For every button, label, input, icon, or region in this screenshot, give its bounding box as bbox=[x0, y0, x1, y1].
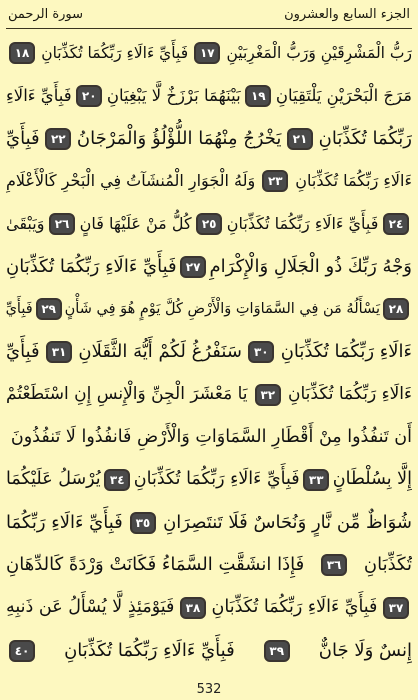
ayah-marker: ٣٩ bbox=[264, 640, 290, 662]
text-line bbox=[6, 75, 412, 118]
ayah-marker: ٣٦ bbox=[321, 554, 347, 576]
ayah-marker: ١٩ bbox=[245, 85, 271, 107]
verse-text: فَبِأَيِّ ءَالَاءِ رَبِّكُمَا bbox=[6, 511, 123, 533]
text-line bbox=[6, 288, 412, 331]
text-line bbox=[6, 117, 412, 160]
verse-text: وَيَبْقَىٰ bbox=[6, 214, 45, 234]
verse-text: يُرْسَلُ عَلَيْكُمَا bbox=[6, 469, 101, 490]
verse-text: فَبِأَيِّ ءَالَاءِ bbox=[6, 85, 72, 105]
ayah-marker: ٢٨ bbox=[383, 298, 409, 320]
text-line bbox=[6, 629, 412, 672]
verse-text: بَيْنَهُمَا بَرْزَخٌ لَّا يَبْغِيَانِ bbox=[106, 85, 241, 105]
ayah-marker: ٢٥ bbox=[196, 213, 222, 235]
verse-text: تُكَذِّبَانِ bbox=[363, 554, 412, 576]
ayah-marker: ٣٣ bbox=[303, 469, 329, 491]
text-line bbox=[6, 32, 412, 75]
header-divider bbox=[6, 28, 412, 29]
ayah-marker: ٢١ bbox=[287, 128, 313, 150]
verse-text: إِلَّا بِسُلْطَانٍ bbox=[332, 469, 412, 490]
verse-text: رَبُّ الْمَشْرِقَيْنِ وَرَبُّ الْمَغْرِبَيْنِ bbox=[226, 43, 412, 62]
text-line bbox=[6, 459, 412, 502]
page-footer bbox=[0, 678, 418, 700]
ayah-marker: ٤٠ bbox=[9, 640, 35, 662]
verse-text: فَيَوْمَئِذٍ لَّا يُسْأَلُ عَن ذَنبِهِ bbox=[6, 597, 175, 618]
ayah-marker: ١٨ bbox=[9, 42, 35, 64]
text-line bbox=[6, 331, 412, 374]
ayah-marker: ٣٨ bbox=[180, 597, 206, 619]
verse-text: ءَالَاءِ رَبِّكُمَا تُكَذِّبَانِ bbox=[280, 341, 412, 363]
ayah-marker: ٢٠ bbox=[76, 85, 102, 107]
text-line bbox=[6, 544, 412, 587]
verse-text: رَبِّكُمَا تُكَذِّبَانِ bbox=[318, 127, 412, 149]
ayah-marker: ٣٠ bbox=[248, 341, 274, 363]
verse-text: فَبِأَيِّ bbox=[6, 301, 33, 318]
text-line bbox=[6, 587, 412, 630]
ayah-marker: ١٧ bbox=[194, 42, 220, 64]
ayah-marker: ٣٤ bbox=[104, 469, 130, 491]
ayah-marker: ٢٢ bbox=[45, 128, 71, 150]
ayah-marker: ٢٧ bbox=[180, 256, 206, 278]
surah-name: سورة الرحمن bbox=[8, 6, 84, 22]
verse-text: فَبِأَيِّ bbox=[6, 127, 40, 149]
verse-text: فَبِأَيِّ ءَالَاءِ رَبِّكُمَا تُكَذِّبَانِ bbox=[226, 214, 379, 234]
verse-text: فَبِأَيِّ ءَالَاءِ رَبِّكُمَا تُكَذِّبَانِ bbox=[64, 639, 235, 661]
verse-text: ءَالَاءِ رَبِّكُمَا تُكَذِّبَانِ bbox=[295, 171, 412, 191]
ayah-marker: ٢٤ bbox=[383, 213, 409, 235]
verse-text: إِنسٌ وَلَا جَانٌّ bbox=[318, 639, 412, 661]
text-line bbox=[6, 373, 412, 416]
verse-text: يَخْرُجُ مِنْهُمَا اللُّؤْلُؤُ وَالْمَرْجَانُ bbox=[76, 127, 282, 149]
verse-text: ءَالَاءِ رَبِّكُمَا تُكَذِّبَانِ bbox=[288, 384, 412, 405]
verse-text: أَن تَنفُذُوا مِنْ أَقْطَارِ السَّمَاوَاتِ وَالْأَرْضِ فَانفُذُوا لَا تَنفُذُونَ bbox=[10, 426, 412, 447]
verse-text: فَبِأَيِّ ءَالَاءِ رَبِّكُمَا تُكَذِّبَانِ bbox=[6, 255, 177, 277]
ayah-marker: ٢٦ bbox=[49, 213, 75, 235]
text-body bbox=[6, 32, 412, 672]
verse-text: فَبِأَيِّ ءَالَاءِ رَبِّكُمَا تُكَذِّبَانِ bbox=[211, 597, 378, 618]
text-line bbox=[6, 501, 412, 544]
verse-text: فَبِأَيِّ ءَالَاءِ رَبِّكُمَا تُكَذِّبَانِ bbox=[133, 469, 300, 490]
juz-name: الجزء السابع والعشرون bbox=[284, 6, 410, 22]
ayah-marker: ٢٩ bbox=[36, 298, 62, 320]
ayah-marker: ٣٥ bbox=[130, 512, 156, 534]
text-line bbox=[6, 245, 412, 288]
text-line bbox=[6, 203, 412, 246]
verse-text: مَرَجَ الْبَحْرَيْنِ يَلْتَقِيَانِ bbox=[275, 85, 412, 105]
verse-text: سَنَفْرُغُ لَكُمْ أَيُّهَ الثَّقَلَانِ bbox=[78, 341, 242, 363]
text-line bbox=[6, 416, 412, 459]
verse-text: فَإِذَا انشَقَّتِ السَّمَاءُ فَكَانَتْ وَرْدَةً كَالدِّهَانِ bbox=[6, 554, 305, 576]
verse-text: وَلَهُ الْجَوَارِ الْمُنشَآتُ فِي الْبَحْرِ كَالْأَعْلَامِ bbox=[6, 171, 256, 191]
page-header bbox=[0, 0, 418, 28]
verse-text: فَبِأَيِّ ءَالَاءِ رَبِّكُمَا تُكَذِّبَانِ bbox=[41, 43, 189, 62]
ayah-marker: ٣١ bbox=[46, 341, 72, 363]
ayah-marker: ٣٢ bbox=[255, 384, 281, 406]
page-number: 532 bbox=[196, 681, 222, 697]
ayah-marker: ٢٣ bbox=[262, 170, 288, 192]
verse-text: كُلُّ مَنْ عَلَيْهَا فَانٍ bbox=[79, 214, 192, 234]
verse-text: يَسْأَلُهُ مَن فِي السَّمَاوَاتِ وَالْأَرْضِ كُلَّ يَوْمٍ هُوَ فِي شَأْنٍ bbox=[64, 301, 380, 318]
ayah-marker: ٣٧ bbox=[383, 597, 409, 619]
verse-text: شُوَاظٌ مِّن نَّارٍ وَنُحَاسٌ فَلَا تَنتَصِرَانِ bbox=[163, 511, 412, 533]
verse-text: يَا مَعْشَرَ الْجِنِّ وَالْإِنسِ إِنِ اسْتَطَعْتُمْ bbox=[6, 384, 248, 405]
verse-text: وَجْهُ رَبِّكَ ذُو الْجَلَالِ وَالْإِكْرَامِ bbox=[209, 255, 412, 277]
text-line bbox=[6, 160, 412, 203]
verse-text: فَبِأَيِّ bbox=[6, 341, 40, 363]
